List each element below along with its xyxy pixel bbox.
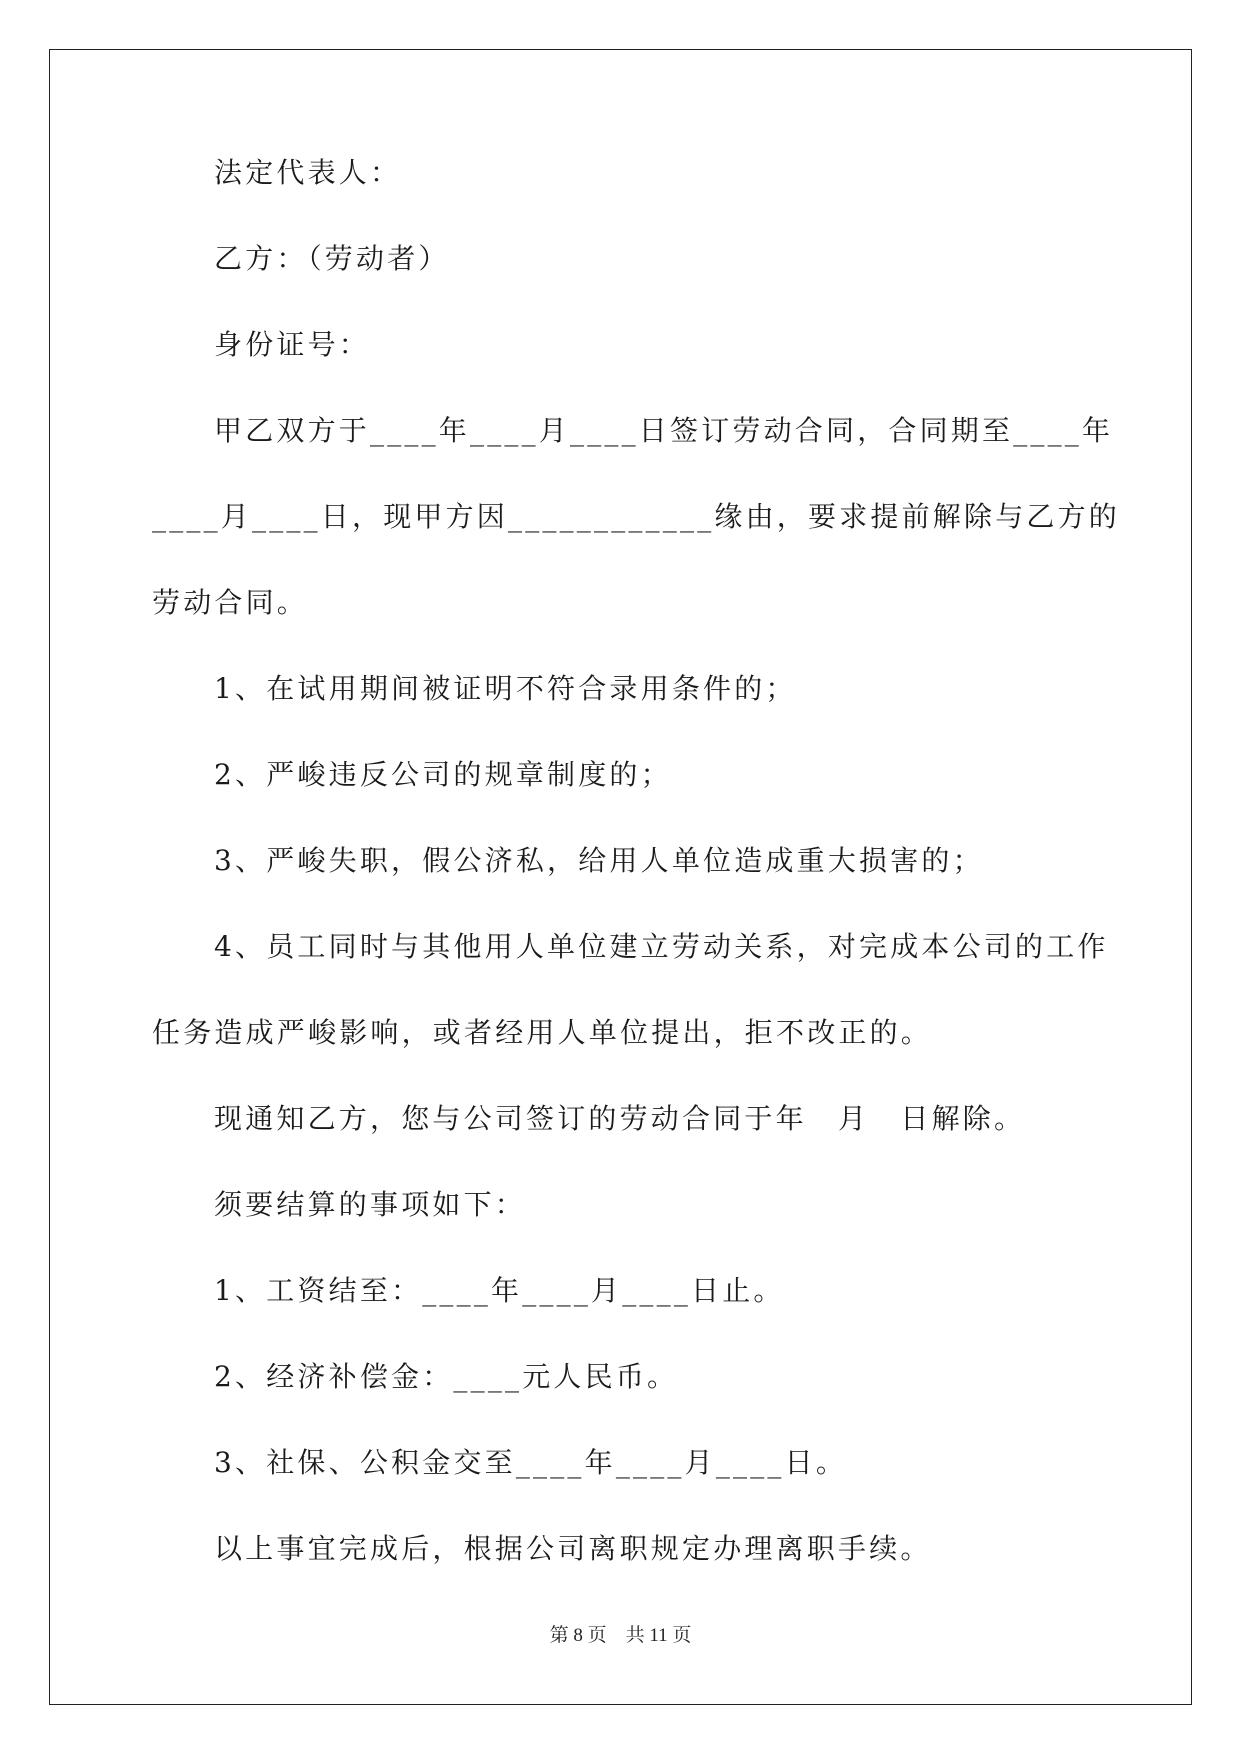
settlement-heading: 须要结算的事项如下： <box>214 1188 527 1221</box>
settlement-item-1: 1、工资结至：____年____月____日止。 <box>214 1274 785 1307</box>
reason-item-1: 1、在试用期间被证明不符合录用条件的； <box>214 672 797 705</box>
legal-representative-line: 法定代表人： <box>214 156 402 189</box>
notice-line: 现通知乙方，您与公司签订的劳动合同于年 月 日解除。 <box>214 1102 1026 1135</box>
contract-end-line: 劳动合同。 <box>152 586 309 619</box>
termination-reason-line: ____月____日，现甲方因____________缘由，要求提前解除与乙方的 <box>152 500 1121 533</box>
settlement-item-3: 3、社保、公积金交至____年____月____日。 <box>214 1446 848 1479</box>
id-number-line: 身份证号： <box>214 328 371 361</box>
party-b-line: 乙方：（劳动者） <box>214 242 450 275</box>
contract-date-line: 甲乙双方于____年____月____日签订劳动合同，合同期至____年 <box>214 414 1114 447</box>
reason-item-4: 4、员工同时与其他用人单位建立劳动关系，对完成本公司的工作 <box>214 930 1109 963</box>
reason-item-2: 2、严峻违反公司的规章制度的； <box>214 758 672 791</box>
settlement-item-2: 2、经济补偿金：____元人民币。 <box>214 1360 679 1393</box>
closing-line: 以上事宜完成后，根据公司离职规定办理离职手续。 <box>214 1532 932 1565</box>
page-number: 第 8 页 共 11 页 <box>549 1625 692 1646</box>
reason-item-3: 3、严峻失职，假公济私，给用人单位造成重大损害的； <box>214 844 984 877</box>
reason-item-4-continued: 任务造成严峻影响，或者经用人单位提出，拒不改正的。 <box>152 1016 933 1049</box>
